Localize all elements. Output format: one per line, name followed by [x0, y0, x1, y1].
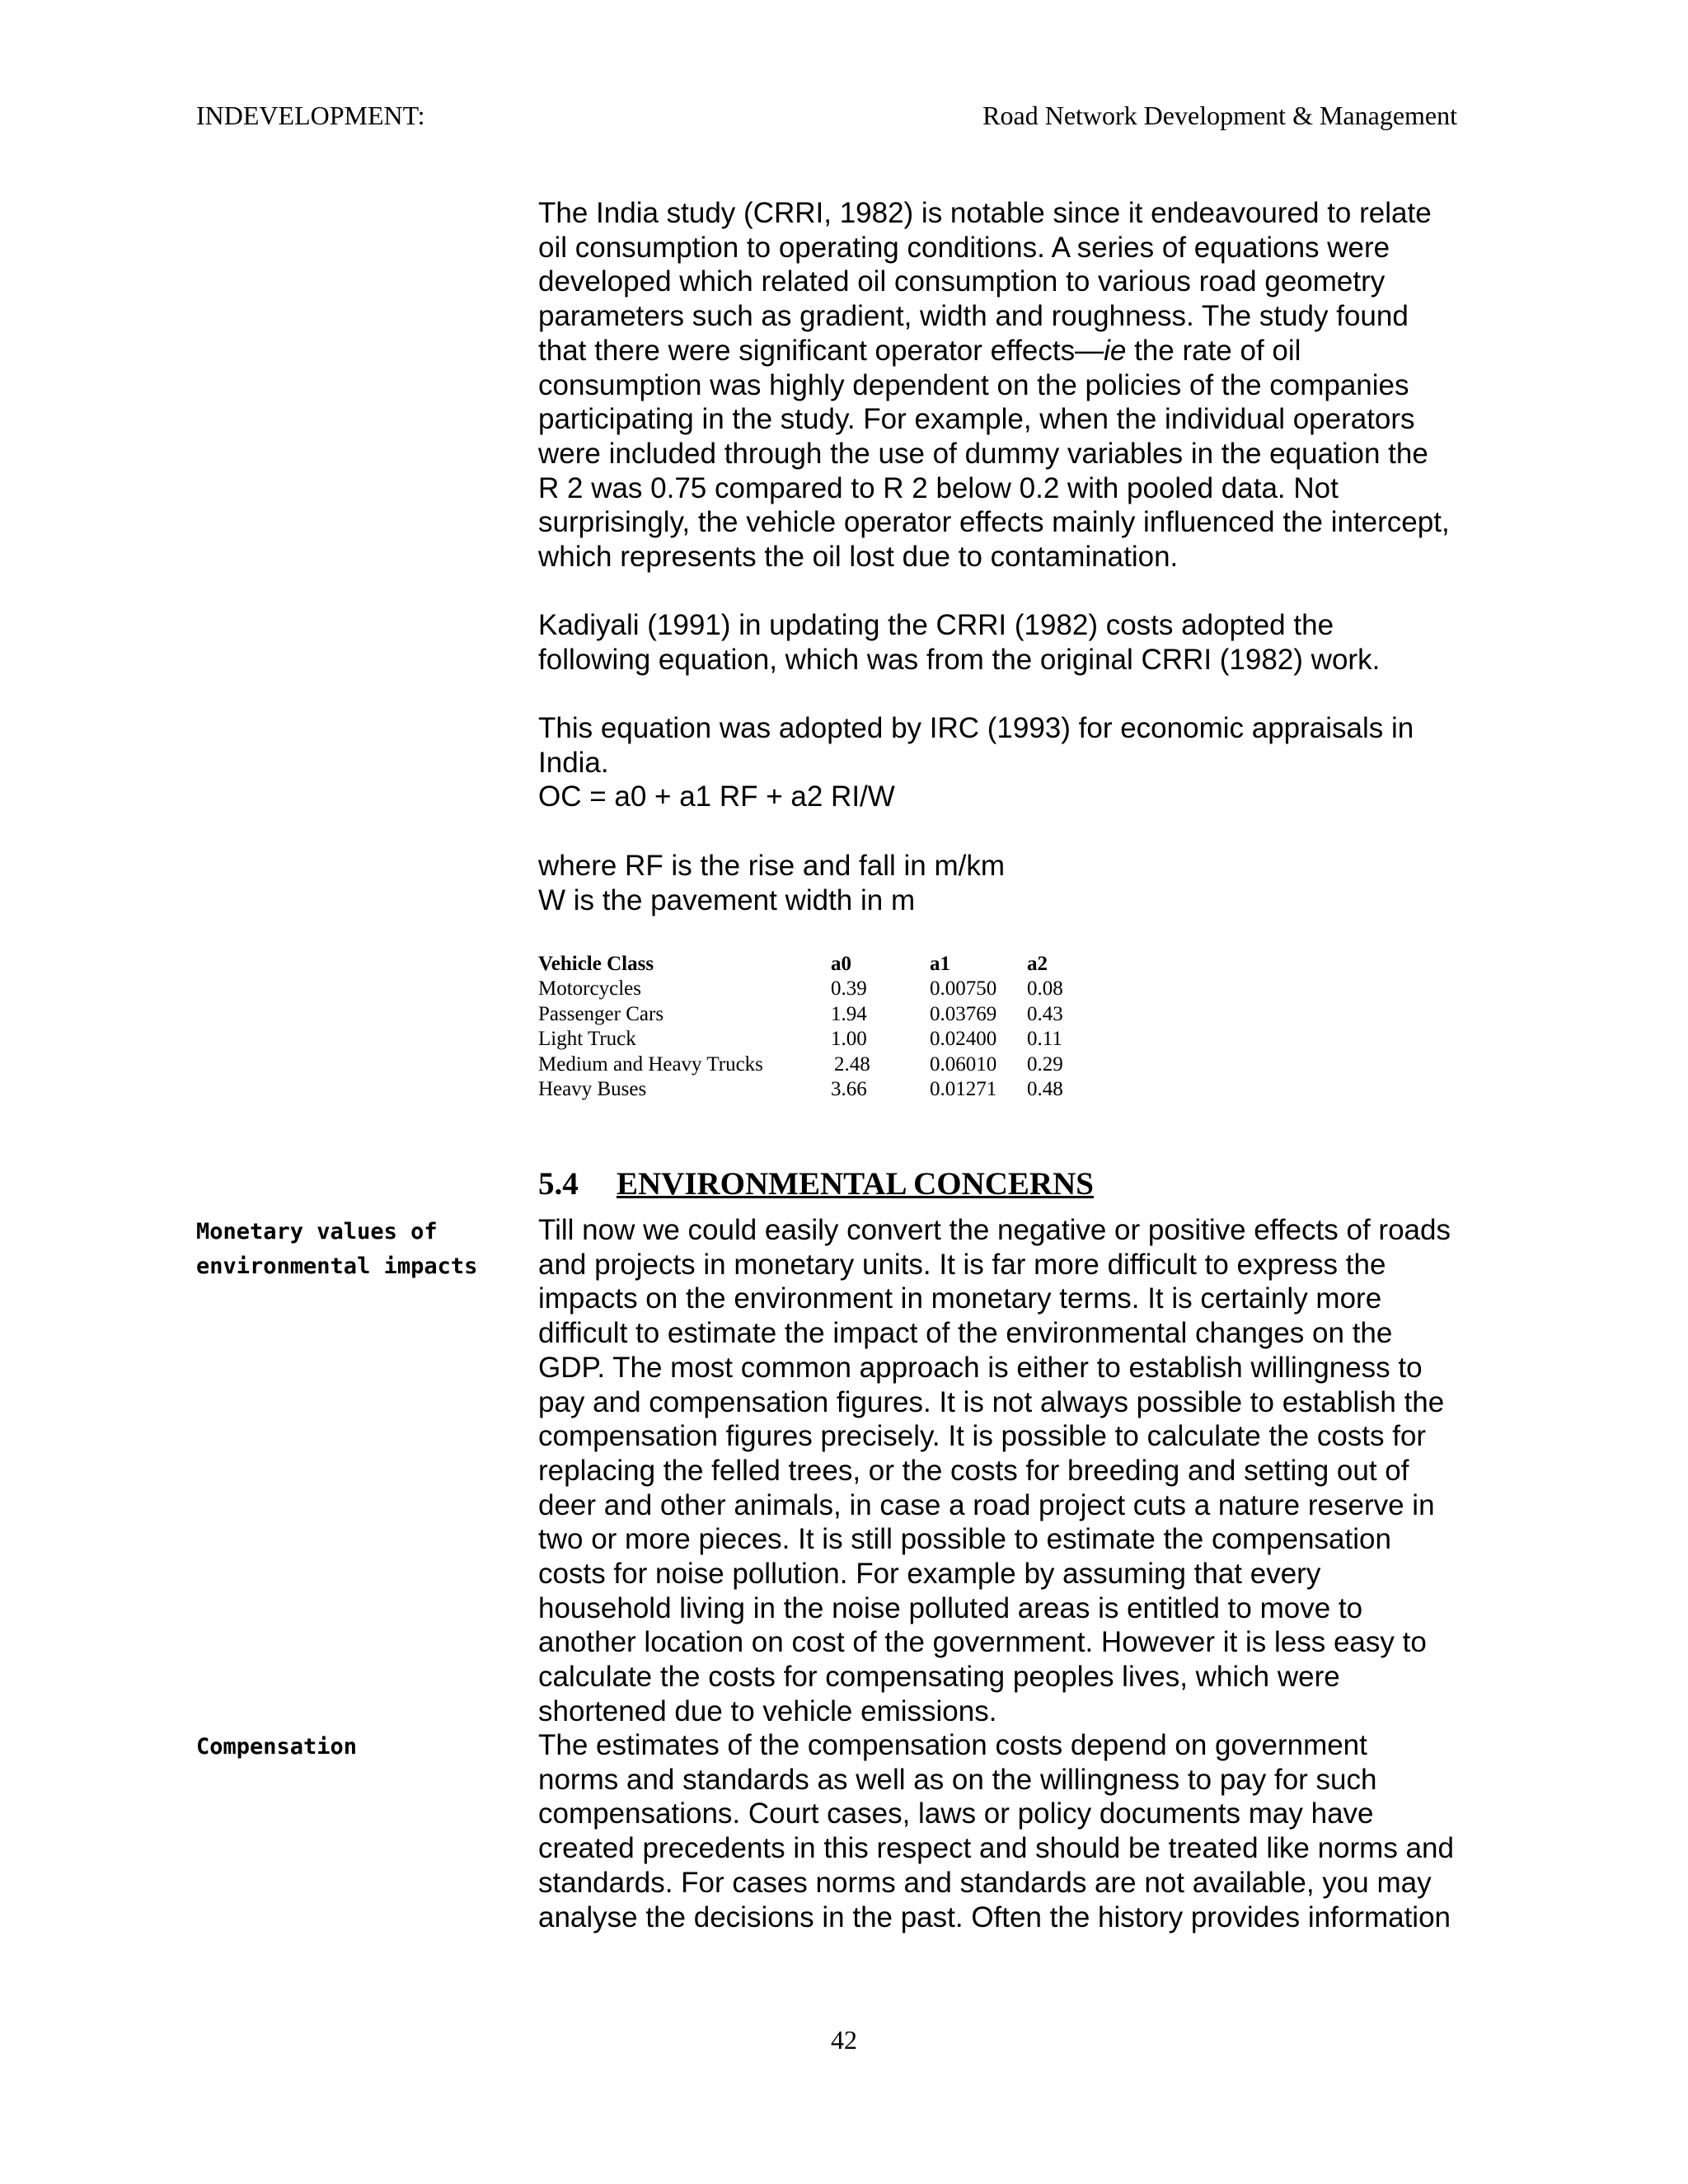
table-row: [538, 1027, 1076, 1052]
paragraph-line: where RF is the rise and fall in m/km: [538, 850, 1006, 882]
table-cell: 0.43: [1027, 1002, 1063, 1025]
margin-note-line: environmental impacts: [196, 1253, 478, 1279]
margin-note-monetary-values: [196, 1215, 477, 1283]
paragraph-line: consumption was highly dependent on the policies of the companies: [538, 368, 1409, 401]
paragraph-line: [538, 334, 1511, 368]
paragraph-line: deer and other animals, in case a road project cuts a nature reserve in: [538, 1488, 1435, 1521]
oil-consumption-coefficients-table: [538, 952, 1076, 1102]
paragraph-line: two or more pieces. It is still possible to estimate the compensation: [538, 1523, 1391, 1556]
paragraph-compensation-estimates: [538, 1728, 1511, 1934]
table-cell: Light Truck: [538, 1028, 636, 1051]
paragraph-line: R 2 was 0.75 compared to R 2 below 0.2 with pooled data. Not: [538, 471, 1339, 504]
paragraph-line: developed which related oil consumption to various road geometry: [538, 265, 1386, 298]
paragraph-line: which represents the oil lost due to contamination.: [538, 541, 1179, 574]
paragraph-line: calculate the costs for compensating peoples lives, which were: [538, 1661, 1340, 1694]
paragraph-line: created precedents in this respect and should be treated like norms and: [538, 1832, 1454, 1865]
table-cell: 0.39: [831, 977, 867, 1001]
paragraph-line: Kadiyali (1991) in updating the CRRI (1982) costs adopted the: [538, 609, 1334, 641]
line-text: the rate of oil: [1126, 334, 1301, 367]
paragraph-line: parameters such as gradient, width and roughness. The study found: [538, 300, 1409, 333]
table-cell: 1.00: [831, 1028, 867, 1051]
column-header-a2: a2: [1027, 953, 1048, 975]
paragraph-line: participating in the study. For example, when the individual operators: [538, 403, 1415, 436]
table-row: [538, 1077, 1076, 1102]
table-cell: 0.48: [1027, 1078, 1063, 1101]
margin-note-line: Monetary values of: [196, 1219, 438, 1244]
margin-note-line: Compensation: [196, 1734, 358, 1760]
paragraph-kadiyali: [538, 608, 1511, 677]
line-text: that there were significant operator effects—: [538, 334, 1104, 367]
table-header-row: [538, 952, 1076, 977]
paragraph-line: This equation was adopted by IRC (1993) for economic appraisals in: [538, 712, 1414, 744]
paragraph-line: Till now we could easily convert the negative or positive effects of roads: [538, 1214, 1451, 1246]
paragraph-line: standards. For cases norms and standards are not available, you may: [538, 1866, 1432, 1899]
table-cell: 1.94: [831, 1002, 867, 1025]
line-emphasis: ie: [1104, 334, 1127, 367]
table-cell: 2.48: [834, 1052, 870, 1076]
table-cell: 0.11: [1027, 1028, 1062, 1051]
table-cell: Medium and Heavy Trucks: [538, 1052, 763, 1076]
paragraph-line: pay and compensation figures. It is not always possible to establish the: [538, 1385, 1445, 1418]
table-cell: Motorcycles: [538, 977, 641, 1001]
paragraph-irc-equation: [538, 711, 1511, 814]
paragraph-line: impacts on the environment in monetary terms. It is certainly more: [538, 1282, 1382, 1315]
paragraph-line: compensation figures precisely. It is possible to calculate the costs for: [538, 1420, 1427, 1453]
table-cell: 0.29: [1027, 1052, 1063, 1076]
paragraph-line: shortened due to vehicle emissions.: [538, 1694, 997, 1727]
running-header-left: INDEVELOPMENT:: [196, 101, 425, 130]
table-cell: Heavy Buses: [538, 1078, 647, 1101]
paragraph-line: The estimates of the compensation costs depend on government: [538, 1729, 1367, 1761]
margin-note-compensation: [196, 1730, 357, 1765]
paragraph-line: were included through the use of dummy variables in the equation the: [538, 437, 1428, 470]
paragraph-line: norms and standards as well as on the willingness to pay for such: [538, 1763, 1377, 1796]
paragraph-line: difficult to estimate the impact of the environmental changes on the: [538, 1317, 1393, 1350]
table-row: [538, 977, 1076, 1001]
page-number: 42: [831, 2025, 857, 2055]
section-number: 5.4: [538, 1166, 579, 1202]
paragraph-line: OC = a0 + a1 RF + a2 RI/W: [538, 780, 895, 813]
paragraph-line: W is the pavement width in m: [538, 883, 916, 916]
table-cell: Passenger Cars: [538, 1002, 664, 1025]
section-title: ENVIRONMENTAL CONCERNS: [617, 1166, 1094, 1202]
paragraph-line: household living in the noise polluted areas is entitled to move to: [538, 1591, 1363, 1624]
paragraph-india-study: [538, 196, 1511, 574]
table-row: [538, 1002, 1076, 1027]
paragraph-line: following equation, which was from the original CRRI (1982) work.: [538, 643, 1381, 676]
column-header-a1: a1: [930, 953, 950, 975]
table-cell: 0.00750: [930, 977, 997, 1001]
column-header-vehicle-class: Vehicle Class: [538, 953, 654, 975]
paragraph-line: surprisingly, the vehicle operator effects mainly influenced the intercept,: [538, 506, 1450, 539]
paragraph-line: India.: [538, 746, 609, 779]
table-cell: 0.08: [1027, 977, 1063, 1001]
paragraph-line: The India study (CRRI, 1982) is notable since it endeavoured to relate: [538, 197, 1432, 229]
paragraph-where-definitions: [538, 849, 1511, 917]
table-cell: 3.66: [831, 1078, 867, 1101]
column-header-a0: a0: [831, 953, 851, 975]
paragraph-line: GDP. The most common approach is either to establish willingness to: [538, 1351, 1423, 1384]
table-cell: 0.06010: [930, 1052, 997, 1076]
paragraph-line: compensations. Court cases, laws or policy documents may have: [538, 1797, 1374, 1830]
paragraph-line: replacing the felled trees, or the costs for breeding and setting out of: [538, 1454, 1409, 1487]
running-header-right: Road Network Development & Management: [982, 101, 1457, 130]
table-cell: 0.03769: [930, 1002, 997, 1025]
paragraph-line: and projects in monetary units. It is far more difficult to express the: [538, 1248, 1386, 1281]
table-cell: 0.01271: [930, 1078, 997, 1101]
paragraph-line: costs for noise pollution. For example by assuming that every: [538, 1558, 1321, 1591]
paragraph-line: oil consumption to operating conditions. A series of equations were: [538, 231, 1390, 264]
paragraph-environmental-monetary: [538, 1213, 1511, 1729]
paragraph-line: analyse the decisions in the past. Often the history provides information: [538, 1900, 1451, 1933]
section-heading: [538, 1164, 1094, 1205]
table-cell: 0.02400: [930, 1028, 997, 1051]
table-row: [538, 1052, 1076, 1077]
paragraph-line: another location on cost of the government. However it is less easy to: [538, 1626, 1427, 1659]
